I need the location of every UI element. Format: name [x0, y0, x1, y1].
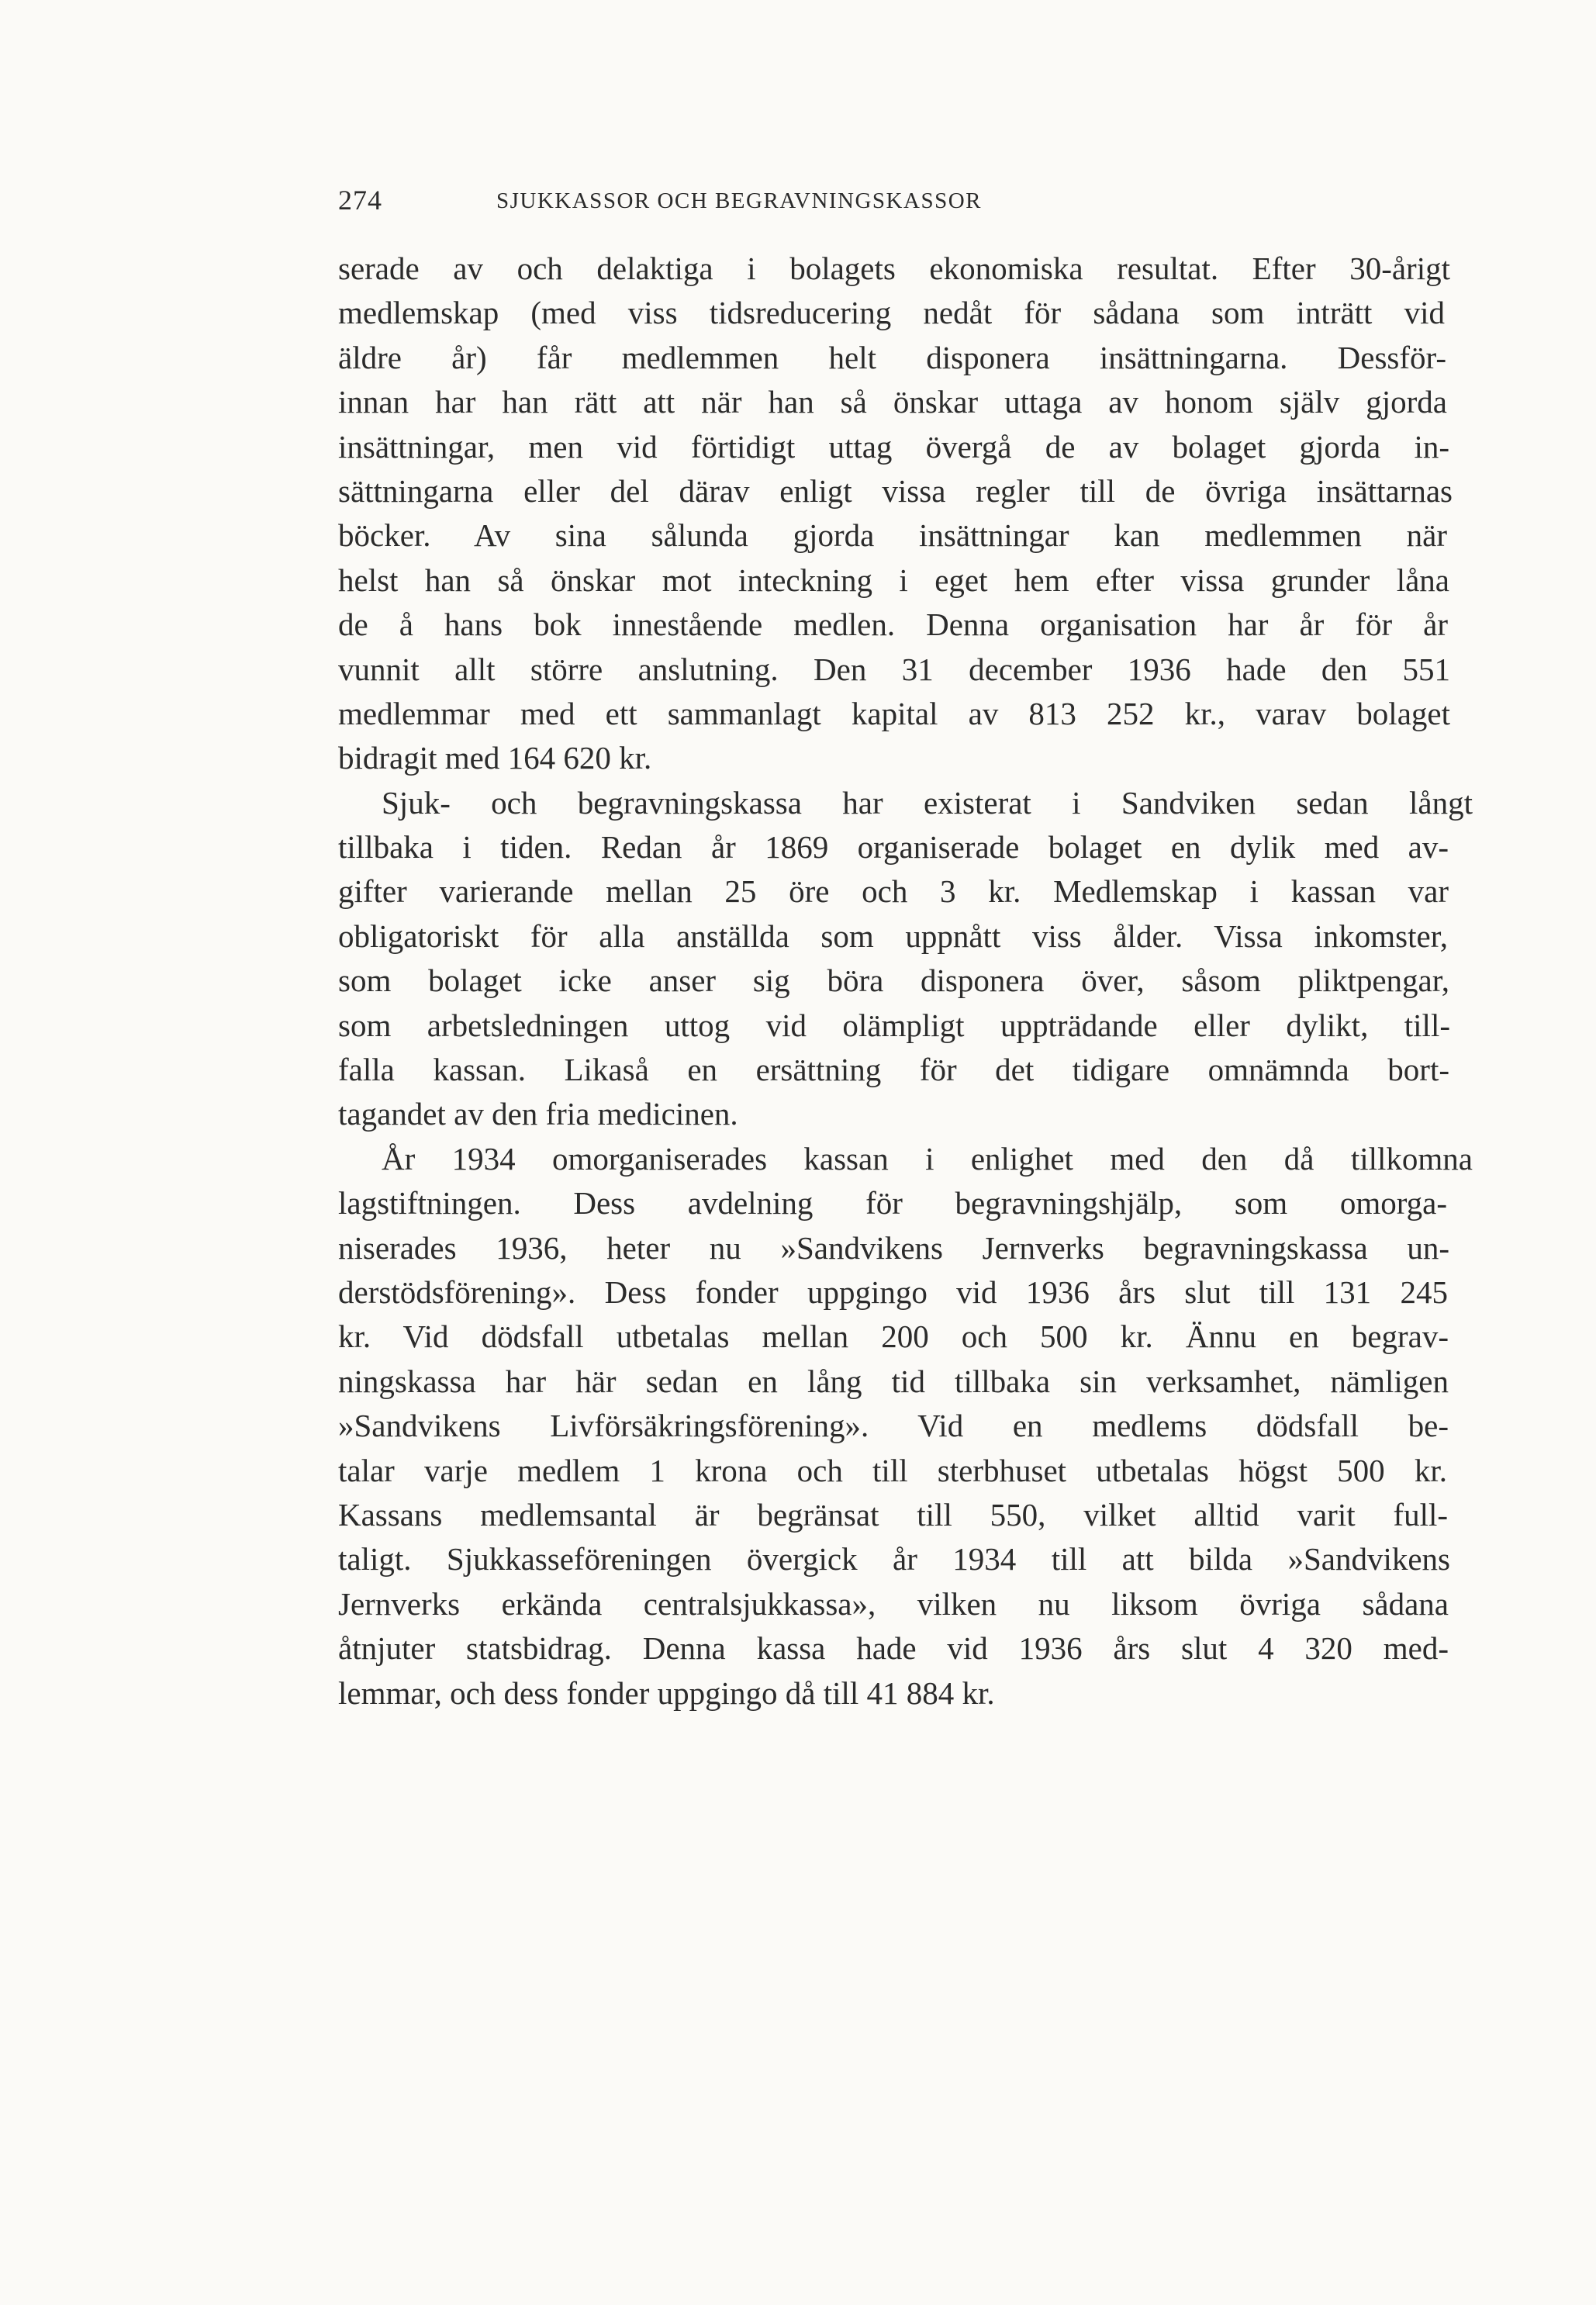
text-line: ningskassa har här sedan en lång tid tillbaka sin verksamhet, nämligen: [338, 1363, 1449, 1399]
text-line: derstödsförening». Dess fonder uppgingo vid 1936 års slut till 131 245: [338, 1273, 1448, 1310]
text-line: innan har han rätt att när han så önskar uttaga av honom själv gjorda: [338, 384, 1447, 420]
text-line: falla kassan. Likaså en ersättning för det tidigare omnämnda bort-: [338, 1052, 1449, 1088]
text-line: helst han så önskar mot inteckning i eget hem efter vissa grunder låna: [338, 562, 1449, 598]
text-line: bidragit med 164 620 kr.: [338, 740, 652, 776]
text-line: Sjuk- och begravningskassa har existerat i Sandviken sedan långt: [382, 784, 1473, 821]
text-line: År 1934 omorganiserades kassan i enlighet med den då tillkomna: [382, 1140, 1473, 1177]
text-line: gifter varierande mellan 25 öre och 3 kr. Medlemskap i kassan var: [338, 873, 1449, 910]
text-line: »Sandvikens Livförsäkringsförening». Vid en medlems dödsfall be-: [338, 1408, 1449, 1444]
text-line: medlemmar med ett sammanlagt kapital av 813 252 kr., varav bolaget: [338, 695, 1450, 731]
text-line: Jernverks erkända centralsjukkassa», vilken nu liksom övriga sådana: [338, 1585, 1449, 1622]
text-line: taligt. Sjukkasseföreningen övergick år 1934 till att bilda »Sandvikens: [338, 1541, 1450, 1578]
text-line: som arbetsledningen uttog vid olämpligt uppträdande eller dylikt, till-: [338, 1007, 1450, 1043]
text-line: talar varje medlem 1 krona och till sterbhuset utbetalas högst 500 kr.: [338, 1452, 1447, 1488]
text-line: åtnjuter statsbidrag. Denna kassa hade vid 1936 års slut 4 320 med-: [338, 1630, 1449, 1667]
text-line: niserades 1936, heter nu »Sandvikens Jernverks begravningskassa un-: [338, 1229, 1449, 1266]
text-line: vunnit allt större anslutning. Den 31 december 1936 hade den 551: [338, 651, 1450, 687]
text-line: sättningarna eller del därav enligt vissa regler till de övriga insättarnas: [338, 472, 1453, 509]
text-line: tillbaka i tiden. Redan år 1869 organiserade bolaget en dylik med av-: [338, 829, 1449, 866]
text-line: som bolaget icke anser sig böra disponera över, såsom pliktpengar,: [338, 962, 1449, 999]
text-line: lemmar, och dess fonder uppgingo då till 41 884 kr.: [338, 1674, 995, 1711]
text-line: obligatoriskt för alla anställda som uppnått viss ålder. Vissa inkomster,: [338, 918, 1448, 954]
body-text: [338, 247, 1473, 1716]
text-line: böcker. Av sina sålunda gjorda insättningar kan medlemmen när: [338, 517, 1447, 554]
text-line: serade av och delaktiga i bolagets ekonomiska resultat. Efter 30-årigt: [338, 251, 1450, 286]
text-line: medlemskap (med viss tidsreducering nedåt för sådana som inträtt vid: [338, 295, 1445, 331]
text-line: kr. Vid dödsfall utbetalas mellan 200 och 500 kr. Ännu en begrav-: [338, 1318, 1449, 1355]
text-line: lagstiftningen. Dess avdelning för begravningshjälp, som omorga-: [338, 1185, 1447, 1222]
text-line: äldre år) får medlemmen helt disponera insättningarna. Dessför-: [338, 339, 1446, 375]
text-line: tagandet av den fria medicinen.: [338, 1096, 738, 1132]
page-header: [338, 180, 1328, 220]
text-line: Kassans medlemsantal är begränsat till 550, vilket alltid varit full-: [338, 1496, 1448, 1533]
text-line: insättningar, men vid förtidigt uttag övergå de av bolaget gjorda in-: [338, 428, 1449, 465]
text-line: de å hans bok innestående medlen. Denna organisation har år för år: [338, 606, 1448, 643]
running-head: SJUKKASSOR OCH BEGRAVNINGSKASSOR: [496, 188, 982, 213]
page-number: 274: [338, 185, 382, 216]
